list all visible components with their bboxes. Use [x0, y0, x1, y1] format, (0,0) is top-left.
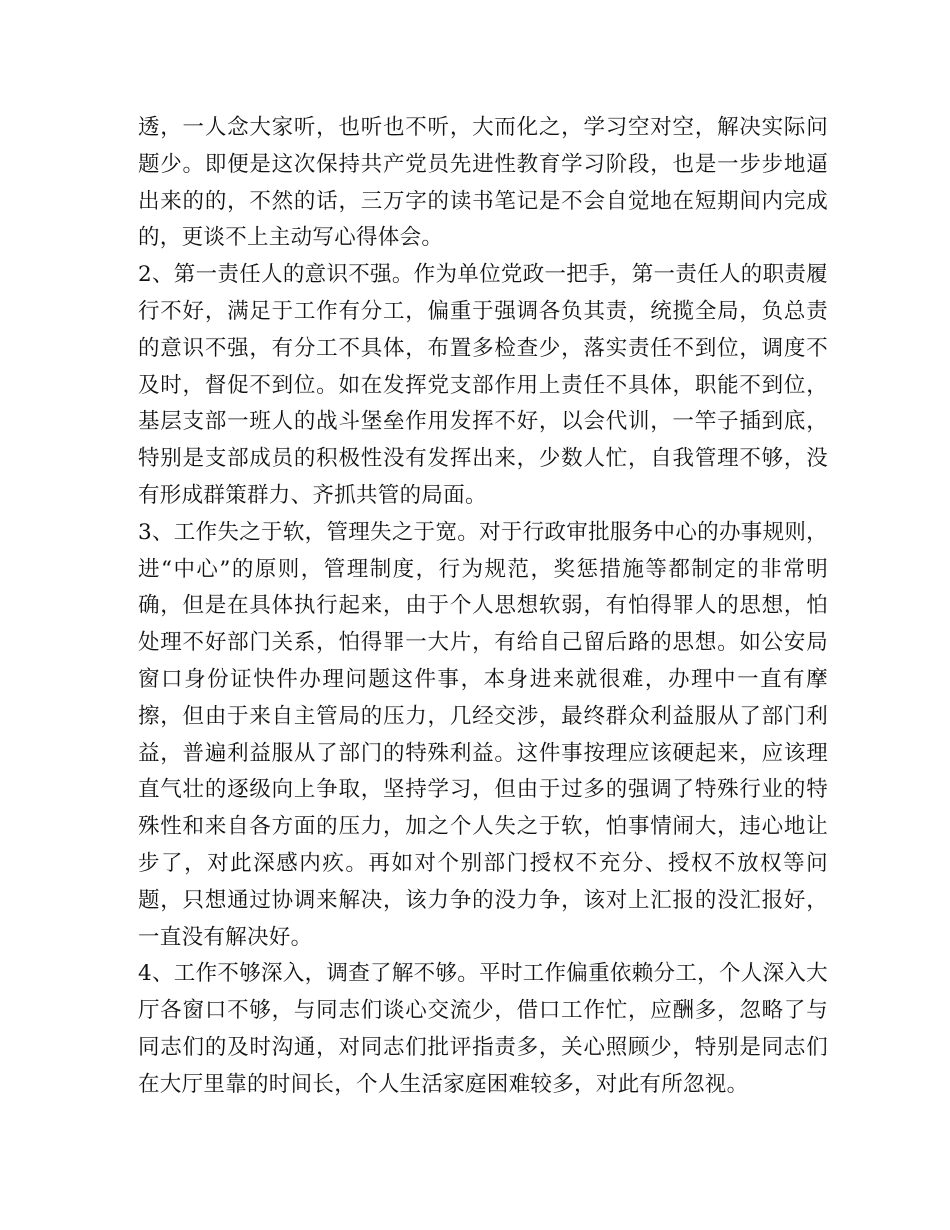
paragraph-item-3: 3、工作失之于软，管理失之于宽。对于行政审批服务中心的办事规则，进“中心”的原则，管理制度，行为规范，奖惩措施等都制定的非常明确，但是在具体执行起来，由于个人思想软弱，有怕得罪人的思想，怕处理不好部门关系，怕得罪一大片，有给自己留后路的思想。如公安局窗口身份证快件办理问题这件事，本身进来就很难，办理中一直有摩擦，但由于来自主管局的压力，几经交涉，最终群众利益服从了部门利益，普遍利益服从了部门的特殊利益。这件事按理应该硬起来，应该理直气壮的逐级向上争取，坚持学习，但由于过多的强调了特殊行业的特殊性和来自各方面的压力，加之个人失之于软，怕事情闹大，违心地让步了，对此深感内疚。再如对个别部门授权不充分、授权不放权等问题，只想通过协调来解决，该力争的没力争，该对上汇报的没汇报好，一直没有解决好。 — [138, 519, 828, 950]
paragraph-continuation: 透，一人念大家听，也听也不听，大而化之，学习空对空，解决实际问题少。即便是这次保持共产党员先进性教育学习阶段，也是一步步地逼出来的的，不然的话，三万字的读书笔记是不会自觉地在短期间内完成的，更谈不上主动写心得体会。 — [138, 115, 828, 251]
document-body — [138, 110, 828, 1104]
paragraph-item-2: 2、第一责任人的意识不强。作为单位党政一把手，第一责任人的职责履行不好，满足于工作有分工，偏重于强调各负其责，统揽全局，负总责的意识不强，有分工不具体，布置多检查少，落实责任不到位，调度不及时，督促不到位。如在发挥党支部作用上责任不具体，职能不到位，基层支部一班人的战斗堡垒作用发挥不好，以会代训，一竿子插到底，特别是支部成员的积极性没有发挥出来，少数人忙，自我管理不够，没有形成群策群力、齐抓共管的局面。 — [138, 262, 828, 508]
paragraph-item-4: 4、工作不够深入，调查了解不够。平时工作偏重依赖分工，个人深入大厅各窗口不够，与同志们谈心交流少，借口工作忙，应酬多，忽略了与同志们的及时沟通，对同志们批评指责多，关心照顾少，特别是同志们在大厅里靠的时间长，个人生活家庭困难较多，对此有所忽视。 — [138, 961, 828, 1097]
